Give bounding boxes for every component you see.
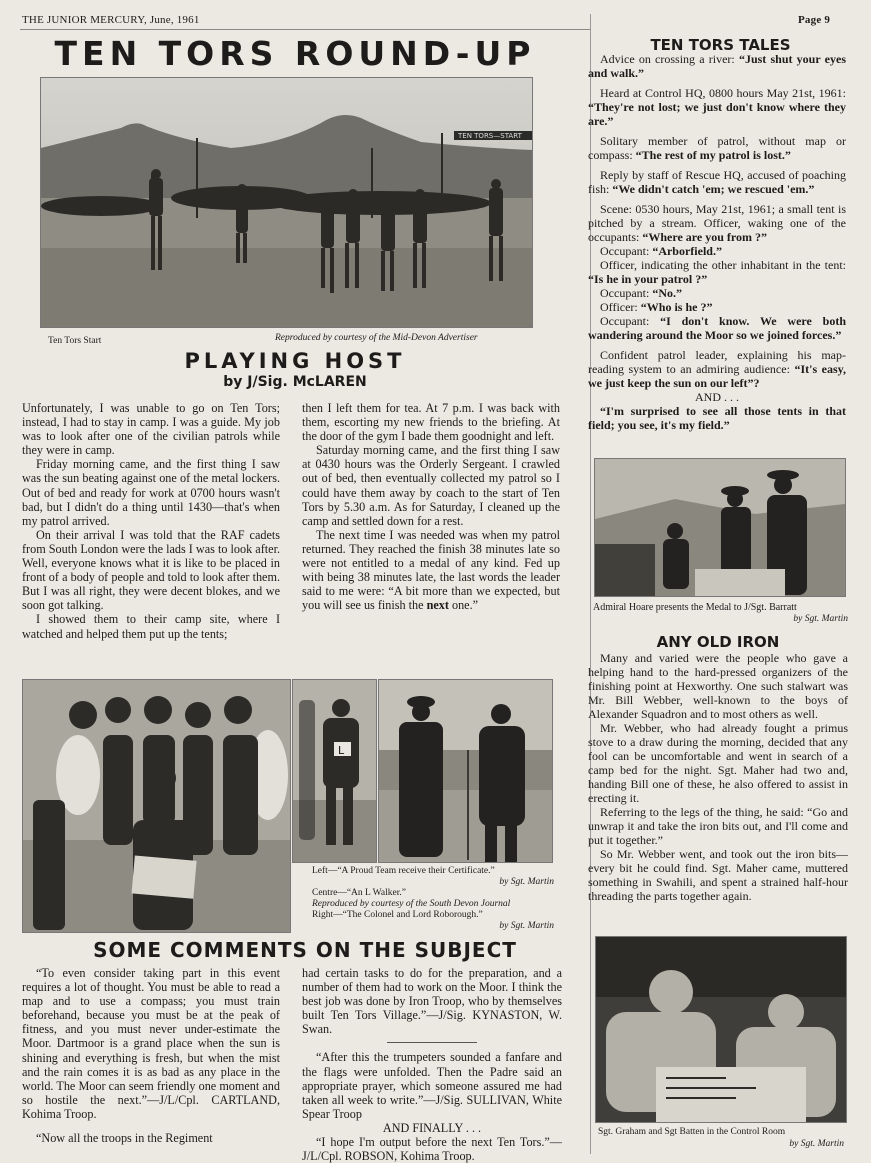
iron-body <box>588 651 848 903</box>
comments-title: SOME COMMENTS ON THE SUBJECT <box>93 938 517 962</box>
tales-and: AND . . . <box>695 390 739 404</box>
caption-centre-credit: Reproduced by courtesy of the South Devon Journal <box>312 899 511 909</box>
proud-team-image <box>23 680 290 932</box>
tale-quote: “Is he in your patrol ?” <box>588 272 708 286</box>
comments-column-1 <box>22 966 280 1145</box>
medal-caption: Admiral Hoare presents the Medal to J/Sgt. Barratt <box>593 602 797 613</box>
comment-paragraph: “I hope I'm output before the next Ten Tors.”—J/L/Cpl. ROBSON, Kohima Troop. <box>302 1135 562 1163</box>
proud-team-photo <box>22 679 291 933</box>
tale-item <box>588 86 846 128</box>
control-room-credit: by Sgt. Martin <box>789 1139 844 1149</box>
tale-item <box>588 52 846 80</box>
comment-paragraph: “To even consider taking part in this event requires a lot of thought. You must be able to read a map and to use a compass; you must train beforehand, because you must be at the peak of fitness, and you must never under-estimate the Moor. Dartmoor is a grand place when the sun is shining and everything is fresh, but when the mist and the rain comes it is as bad as any place in the world. The Moor can seem friendly one moment and so hostile the next.”—J/L/Cpl. CARTLAND, Kohima Troop. <box>22 966 280 1121</box>
tale-text: Confident patrol leader, explaining his map-reading system to an admiring audience: <box>588 348 846 376</box>
caption-left: Left—“A Proud Team receive their Certificate.” <box>312 866 495 876</box>
tale-item <box>588 134 846 162</box>
walker-badge-letter: L <box>338 744 345 757</box>
colonel-photo <box>378 679 553 863</box>
caption-left-credit: by Sgt. Martin <box>499 877 554 887</box>
tale-quote: “Arborfield.” <box>652 244 722 258</box>
medal-photo <box>594 458 846 597</box>
iron-paragraph: So Mr. Webber went, and took out the iron bits—every bit he could find. Sgt. Maher came, muttered something in Swahili, and spent a strained half-hour threading the parts together again. <box>588 847 848 903</box>
dialogue-line <box>588 286 846 300</box>
medal-image <box>595 459 845 596</box>
playing-host-byline: by J/Sig. McLAREN <box>223 374 367 390</box>
playing-host-column-1 <box>22 401 280 641</box>
tale-text: Reply by staff of Rescue HQ, accused of poaching fish: <box>588 168 846 196</box>
control-room-photo <box>595 936 847 1123</box>
flag-banner: TEN TORS—START <box>458 132 522 140</box>
speaker: Occupant: <box>600 286 653 300</box>
dialogue-line <box>588 244 846 258</box>
start-photo-caption: Ten Tors Start <box>48 336 102 346</box>
caption-right-credit: by Sgt. Martin <box>499 921 554 931</box>
comment-divider <box>387 1042 477 1043</box>
playing-host-paragraph: I showed them to their camp site, where I watched and helped them put up the tents; <box>22 612 280 641</box>
tale-quote: “They're not lost; we just don't know where they are.” <box>588 100 846 128</box>
and-finally: AND FINALLY . . . <box>382 1120 482 1135</box>
tale-text: Advice on crossing a river: <box>600 52 739 66</box>
tales-body <box>588 52 846 432</box>
medal-credit: by Sgt. Martin <box>793 614 848 624</box>
tale-quote: “Who is he ?” <box>640 300 713 314</box>
playing-host-paragraph: Friday morning came, and the first thing I saw was the sun beating against one of the metal lockers. Out of bed and ready for work at 0700 hours wasn't bad, but I didn't do a thing until 1430—that's when my patrol arrived. <box>22 457 280 528</box>
header-rule <box>20 29 590 30</box>
playing-host-paragraph: then I left them for tea. At 7 p.m. I was back with them, escorting my new friends to the briefing. At the door of the gym I bade them goodnight and left. <box>302 401 560 444</box>
colonel-image <box>379 680 552 862</box>
page-number: Page 9 <box>798 14 831 26</box>
tale-quote: “I don't know. We were both wandering around the Moor so we joined forces.” <box>588 314 846 342</box>
dialogue-line <box>588 258 846 286</box>
tale-quote: “Where are you from ?” <box>642 230 767 244</box>
tale-quote: “The rest of my patrol is lost.” <box>635 148 791 162</box>
tale-text: Heard at Control HQ, 0800 hours May 21st, 1961: <box>600 86 846 100</box>
photo-strip-captions <box>312 866 554 932</box>
tale-text: Solitary member of patrol, without map or compass: <box>588 134 846 162</box>
playing-host-column-2 <box>302 401 560 612</box>
playing-host-text-tail: one.” <box>448 598 479 613</box>
tale-item <box>588 168 846 196</box>
ten-tors-start-photo <box>40 77 533 328</box>
tale-final-quote: “I'm surprised to see all those tents in that field; you see, it's my field.” <box>588 404 846 432</box>
comment-paragraph: “Now all the troops in the Regiment <box>36 1131 213 1146</box>
tale-text: Scene: 0530 hours, May 21st, 1961; a small tent is pitched by a stream. Officer, waking one of the occupants: <box>588 202 846 244</box>
dialogue-line <box>588 300 846 314</box>
tale-quote: “Just shut your eyes and walk.” <box>588 52 846 80</box>
speaker: Officer, indicating the other inhabitant in the tent: <box>600 258 846 272</box>
playing-host-paragraph <box>302 528 560 613</box>
playing-host-title: PLAYING HOST <box>184 349 406 373</box>
iron-paragraph: Referring to the legs of the thing, he said: “Go and unwrap it and take the iron bits out, and I'll come and put it together.” <box>588 805 848 847</box>
playing-host-paragraph: Saturday morning came, and the first thing I saw at 0430 hours was the Orderly Sergeant. I crawled out of bed, then eventually collected my patrol so I could have them away by coach to the start of Ten Tors by 5.30 a.m. As for Saturday, I cleaned up the camp and settled down for a rest. <box>302 443 560 528</box>
tale-item <box>588 348 846 390</box>
tale-quote: “We didn't catch 'em; we rescued 'em.” <box>612 182 815 196</box>
playing-host-paragraph: Unfortunately, I was unable to go on Ten Tors; instead, I had to stay in camp. I was a guide. My job was to look after one of the civilian patrols while they were in camp. <box>22 401 280 458</box>
tale-quote: “No.” <box>652 286 682 300</box>
caption-right: Right—“The Colonel and Lord Roborough.” <box>312 910 483 920</box>
speaker: Officer: <box>600 300 641 314</box>
speaker: Occupant: <box>600 314 661 328</box>
start-photo-credit: Reproduced by courtesy of the Mid-Devon Advertiser <box>275 333 478 343</box>
iron-paragraph: Many and varied were the people who gave a helping hand to the hard-pressed organizers of the finishing point at Hexworthy. One such stalwart was Mr. Bill Webber, well-known to the boys of Alexander Squadron and to most others as well. <box>588 651 848 721</box>
speaker: Occupant: <box>600 244 653 258</box>
playing-host-paragraph: On their arrival I was told that the RAF cadets from South London were the lads I was to look after. Well, everyone knows what it is like to be placed in front of a body of people and told to look after them. But I was all right, they were decent blokes, and we soon got talking. <box>22 527 280 613</box>
control-room-caption: Sgt. Graham and Sgt Batten in the Control Room <box>598 1127 786 1137</box>
roundup-title: TEN TORS ROUND-UP <box>54 34 536 73</box>
l-walker-photo <box>292 679 377 863</box>
comment-paragraph: had certain tasks to do for the preparation, and a number of them had to work on the Moor. I think the best job was done by Iron Troop, who by themselves built Ten Tors Village.”—J/Sig. KYNASTON, W. Swan. <box>302 966 562 1037</box>
start-photo-image <box>41 78 532 327</box>
l-walker-image <box>293 680 376 862</box>
comments-column-2 <box>302 966 562 1163</box>
playing-host-bold-word: next <box>426 598 449 613</box>
dialogue-line <box>588 314 846 342</box>
tale-item <box>588 202 846 244</box>
comment-paragraph: “After this the trumpeters sounded a fanfare and the flags were unfolded. Then the Padre said an appropriate prayer, which someone assured me had taken all week to write.”—J/Sig. SULLIVAN, White Spear Troop <box>302 1050 562 1121</box>
control-room-image <box>596 937 846 1122</box>
iron-title: ANY OLD IRON <box>656 633 780 651</box>
tale-quote: “It's easy, we just keep the sun on our left”? <box>588 362 846 390</box>
caption-centre: Centre—“An L Walker.” <box>312 888 406 898</box>
playing-host-text: The next time I was needed was when my patrol returned. They reached the finish 38 minutes late so were not entitled to a medal of any kind. Fed up with being 38 minutes late, the last words the leader said to me were: “A bit more than we expected, but you will see us finish the <box>302 527 560 613</box>
tales-title: TEN TORS TALES <box>650 36 791 54</box>
iron-paragraph: Mr. Webber, who had already fought a primus stove to a draw during the morning, decided that any fool can be uncomfortable and went in search of a camp bed for the night. Sgt. Maher had two and, handing Bill one of these, he also offered to assist in erecting it. <box>588 721 848 805</box>
running-head-left: THE JUNIOR MERCURY, June, 1961 <box>22 14 200 26</box>
